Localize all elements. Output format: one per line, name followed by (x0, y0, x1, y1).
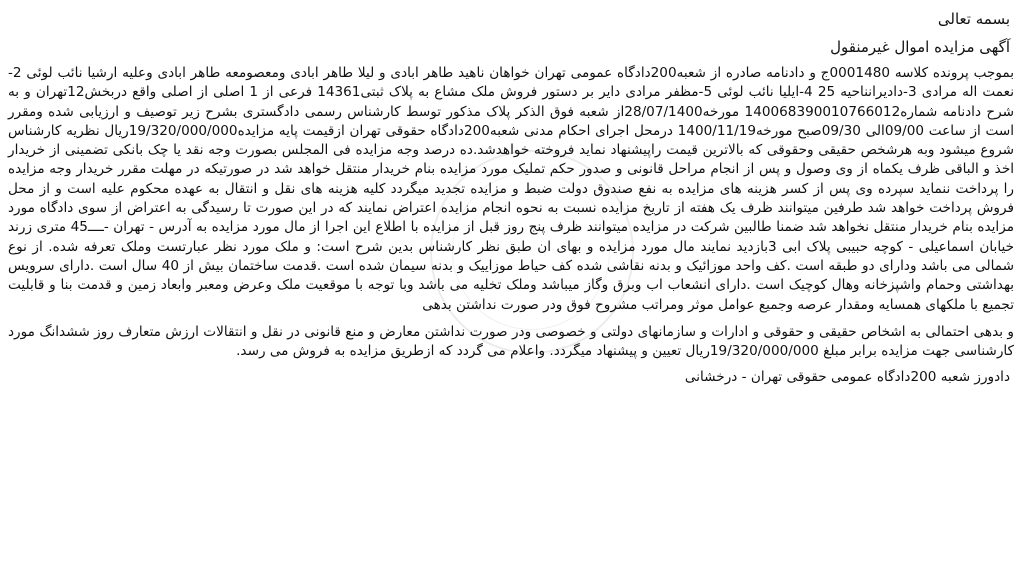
signature-line: دادورز شعبه 200دادگاه عمومی حقوقی تهران - درخشانی (684, 369, 1010, 386)
notice-valuation-paragraph: و بدهی احتمالی به اشخاص حقیقی و حقوقی و ادارات و سازمانهای دولتی و خصوصی ودر صورت نداشتن معارض و منع قانونی در نقل و انتقالات ارزش متعارف روز ششدانگ مورد کارشناسی جهت مزایده برابر مبلغ 19/320/000/000ریال تعیین و پیشنهاد میگردد. واعلام می گردد که ازطریق مزایده به فروش می رسد. (8, 323, 1014, 360)
notice-title: آگهی مزایده اموال غیرمنقول (830, 38, 1010, 56)
notice-body-paragraph: بموجب پرونده کلاسه 0001480ج و دادنامه صادره از شعبه200دادگاه عمومی تهران خواهان ناهید طاهر ابادی و لیلا طاهر ابادی ومعصومعه طاهر ابادی وعلیه ارشیا نائب لوئی 2- نعمت اله مرادی 3-دادیرانناحیه 25 4-ایلیا نائب لوئی 5-مظفر مرادی دایر بر دستور فروش ملک مشاع به پلاک ثبتی14361 فرعی از 1 اصلی از اصلی واقع دربخش12تهران و به شرح دادنامه شماره140068390010766012 مورخه28/07/1400از شعبه فوق الذکر پلاک مذکور توسط کارشناس رسمی دادگستری بشرح زیر توصیف و ارزیابی شده ومقرر است از ساعت 09/00الی 09/30صبح مورخه1400/11/19 درمحل اجرای احکام مدنی شعبه200دادگاه حقوقی تهران ازقیمت پایه مزایده19/320/000/000ریال نظریه کارشناس شروع میشود وبه هرشخص حقیقی وحقوقی که بالاترین قیمت راپیشنهاد نماید فروخته خواهدشد.ده درصد وجه مزایده فی المجلس بصورت وجه نقد یا چک بانکی تضمینی از خریدار اخذ و الباقی ظرف یکماه از وی وصول و پس از انجام مراحل قانونی و صدور حکم تملیک مورد مزایده بنام خریدار منتقل خواهد شد در صورتیکه در مهلت مقرر خریدار وجه مزایده را پرداخت ننماید سپرده وی پس از کسر هزینه های مزایده به نفع صندوق دولت ضبط و مزایده تجدید میگردد کلیه هزینه های نقل و انتقال به عهده محکوم علیه است و از محل فروش پرداخت خواهد شد طرفین میتوانند ظرف یک هفته از تاریخ مزایده نسبت به نحوه انجام مزایده اعتراض نمایند که در این صورت تا رسیدگی به اعتراض از سوی دادگاه مورد مزایده بنام خریدار منتقل نخواهد شد ضمنا طالبین شرکت در مزایده میتوانند ظرف پنج روز قبل از مزایده با اطلاع این اجرا از مال مورد مزایده به آدرس - تهران -ــــ45 متری زرند خیابان اسماعیلی - کوچه حبیبی پلاک ابی 3بازدید نمایند مال مورد مزایده و بهای ان طبق نظر کارشناس بدین شرح است: و ملک مورد نظر عبارتست وملک تعرفه شده. از نوع شمالی می باشد ودارای دو طبقه است .کف واحد موزائیک و بدنه نقاشی شده کف حیاط موزاییک و بدنه سیمان شده است .قدمت ساختمان بیش از 40 سال است .دارای سرویس بهداشتی وحمام واشپزخانه وهال کوچیک است .دارای انشعاب اب وبرق وگاز میباشد وملک تخلیه می باشد وبا توجه با موقعیت ملک وعرض ومعبر وابعاد زمین و قدمت بنا و قابلیت تجمیع با ملکهای همسایه ومقدار عرصه وجمیع عوامل موثر ومراتب مشروح فوق ودر صورت نداشتن بدهی (8, 65, 1015, 313)
document-heading: بسمه تعالی (937, 10, 1010, 28)
